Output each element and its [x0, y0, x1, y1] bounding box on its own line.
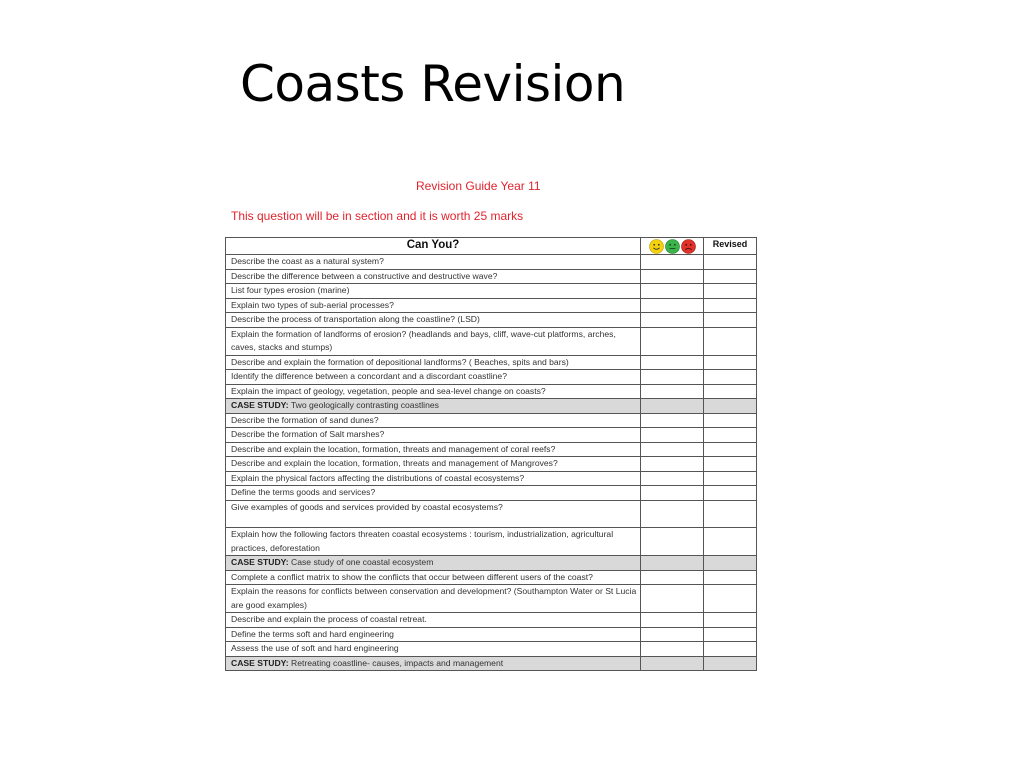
- question-cell: Describe the difference between a constructive and destructive wave?: [226, 269, 641, 284]
- revised-cell[interactable]: [704, 384, 757, 399]
- question-cell: Assess the use of soft and hard engineering: [226, 642, 641, 657]
- revised-cell[interactable]: [704, 298, 757, 313]
- case-study-label: CASE STUDY:: [231, 557, 289, 567]
- revised-cell[interactable]: [704, 500, 757, 528]
- neutral-face-green-icon: [665, 239, 680, 254]
- confidence-cell[interactable]: [641, 556, 704, 571]
- confidence-cell[interactable]: [641, 284, 704, 299]
- table-row: [226, 284, 757, 299]
- table-row: [226, 327, 757, 355]
- confidence-cell[interactable]: [641, 255, 704, 270]
- revised-cell[interactable]: [704, 284, 757, 299]
- table-row: [226, 269, 757, 284]
- question-cell: Define the terms goods and services?: [226, 486, 641, 501]
- case-study-row: [226, 556, 757, 571]
- slide-title: Coasts Revision: [240, 55, 626, 113]
- revision-checklist-table: [225, 237, 757, 671]
- question-cell: Describe and explain the location, formation, threats and management of Mangroves?: [226, 457, 641, 472]
- confidence-cell[interactable]: [641, 613, 704, 628]
- revised-cell[interactable]: [704, 413, 757, 428]
- revised-cell[interactable]: [704, 642, 757, 657]
- confidence-cell[interactable]: [641, 500, 704, 528]
- revised-cell[interactable]: [704, 255, 757, 270]
- confidence-cell[interactable]: [641, 642, 704, 657]
- case-study-text: Case study of one coastal ecosystem: [291, 557, 434, 567]
- sad-face-red-icon: [681, 239, 696, 254]
- revised-cell[interactable]: [704, 556, 757, 571]
- confidence-cell[interactable]: [641, 298, 704, 313]
- question-cell: Explain the reasons for conflicts between conservation and development? (Southampton Water or St Lucia are good examples): [226, 585, 641, 613]
- question-cell: Describe the coast as a natural system?: [226, 255, 641, 270]
- case-study-label: CASE STUDY:: [231, 657, 289, 668]
- case-study-cell: [226, 399, 641, 414]
- table-row: [226, 500, 757, 528]
- revised-cell[interactable]: [704, 486, 757, 501]
- revised-header: Revised: [704, 238, 757, 255]
- confidence-cell[interactable]: [641, 442, 704, 457]
- table-row: [226, 355, 757, 370]
- revised-cell[interactable]: [704, 399, 757, 414]
- revised-cell[interactable]: [704, 570, 757, 585]
- confidence-cell[interactable]: [641, 413, 704, 428]
- table-row: [226, 413, 757, 428]
- blank-line: [231, 514, 640, 527]
- table-row: [226, 528, 757, 556]
- question-cell: Identify the difference between a concordant and a discordant coastline?: [226, 370, 641, 385]
- revised-cell[interactable]: [704, 528, 757, 556]
- case-study-text: Two geologically contrasting coastlines: [290, 400, 439, 410]
- can-you-header: Can You?: [226, 238, 641, 255]
- revised-cell[interactable]: [704, 627, 757, 642]
- case-study-row: [226, 656, 757, 671]
- guide-note: This question will be in section and it is worth 25 marks: [231, 209, 524, 223]
- question-cell: Explain how the following factors threaten coastal ecosystems : tourism, industrialization, agricultural practices, deforestation: [226, 528, 641, 556]
- confidence-cell[interactable]: [641, 528, 704, 556]
- table-row: [226, 642, 757, 657]
- confidence-cell[interactable]: [641, 428, 704, 443]
- table-row: [226, 471, 757, 486]
- revised-cell[interactable]: [704, 269, 757, 284]
- question-cell: List four types erosion (marine): [226, 284, 641, 299]
- confidence-cell[interactable]: [641, 384, 704, 399]
- confidence-faces-header: [641, 238, 704, 255]
- table-row: [226, 613, 757, 628]
- question-cell: Describe the process of transportation along the coastline? (LSD): [226, 313, 641, 328]
- question-cell: Explain the physical factors affecting the distributions of coastal ecosystems?: [226, 471, 641, 486]
- revised-cell[interactable]: [704, 656, 757, 671]
- confidence-cell[interactable]: [641, 627, 704, 642]
- confidence-cell[interactable]: [641, 585, 704, 613]
- confidence-cell[interactable]: [641, 656, 704, 671]
- confidence-cell[interactable]: [641, 355, 704, 370]
- confidence-cell[interactable]: [641, 327, 704, 355]
- question-cell: Describe and explain the location, formation, threats and management of coral reefs?: [226, 442, 641, 457]
- case-study-cell: [226, 556, 641, 571]
- revised-cell[interactable]: [704, 471, 757, 486]
- table-row: [226, 428, 757, 443]
- table-row: [226, 486, 757, 501]
- question-cell: Describe the formation of Salt marshes?: [226, 428, 641, 443]
- table-header-row: [226, 238, 757, 255]
- revised-cell[interactable]: [704, 585, 757, 613]
- table-row: [226, 384, 757, 399]
- question-cell: Describe the formation of sand dunes?: [226, 413, 641, 428]
- case-study-row: [226, 399, 757, 414]
- table-row: [226, 313, 757, 328]
- question-cell: Explain two types of sub-aerial processes?: [226, 298, 641, 313]
- confidence-cell[interactable]: [641, 570, 704, 585]
- question-text: Give examples of goods and services provided by coastal ecosystems?: [231, 501, 503, 512]
- revised-cell[interactable]: [704, 428, 757, 443]
- question-cell: Explain the impact of geology, vegetation, people and sea-level change on coasts?: [226, 384, 641, 399]
- revised-cell[interactable]: [704, 370, 757, 385]
- table-row: [226, 627, 757, 642]
- revised-cell[interactable]: [704, 313, 757, 328]
- question-cell: [226, 500, 641, 528]
- table-row: [226, 570, 757, 585]
- confidence-cell[interactable]: [641, 269, 704, 284]
- question-cell: Explain the formation of landforms of erosion? (headlands and bays, cliff, wave-cut platforms, arches, caves, stacks and stumps): [226, 327, 641, 355]
- case-study-text: Retreating coastline- causes, impacts and management: [291, 657, 504, 668]
- table-row: [226, 457, 757, 472]
- question-cell: Complete a conflict matrix to show the conflicts that occur between different users of the coast?: [226, 570, 641, 585]
- table-row: [226, 255, 757, 270]
- confidence-cell[interactable]: [641, 457, 704, 472]
- revised-cell[interactable]: [704, 457, 757, 472]
- guide-heading: Revision Guide Year 11: [416, 179, 541, 193]
- table-row: [226, 442, 757, 457]
- confidence-cell[interactable]: [641, 313, 704, 328]
- confidence-cell[interactable]: [641, 471, 704, 486]
- revised-cell[interactable]: [704, 355, 757, 370]
- table-row: [226, 370, 757, 385]
- confidence-cell[interactable]: [641, 399, 704, 414]
- table-row: [226, 298, 757, 313]
- revised-cell[interactable]: [704, 327, 757, 355]
- smiley-face-yellow-icon: [649, 239, 664, 254]
- case-study-cell: [226, 656, 641, 671]
- case-study-label: CASE STUDY:: [231, 400, 289, 410]
- question-cell: Describe and explain the formation of depositional landforms? ( Beaches, spits and bars): [226, 355, 641, 370]
- question-cell: Define the terms soft and hard engineering: [226, 627, 641, 642]
- revised-cell[interactable]: [704, 442, 757, 457]
- revised-cell[interactable]: [704, 613, 757, 628]
- confidence-cell[interactable]: [641, 370, 704, 385]
- confidence-cell[interactable]: [641, 486, 704, 501]
- question-cell: Describe and explain the process of coastal retreat.: [226, 613, 641, 628]
- table-row: [226, 585, 757, 613]
